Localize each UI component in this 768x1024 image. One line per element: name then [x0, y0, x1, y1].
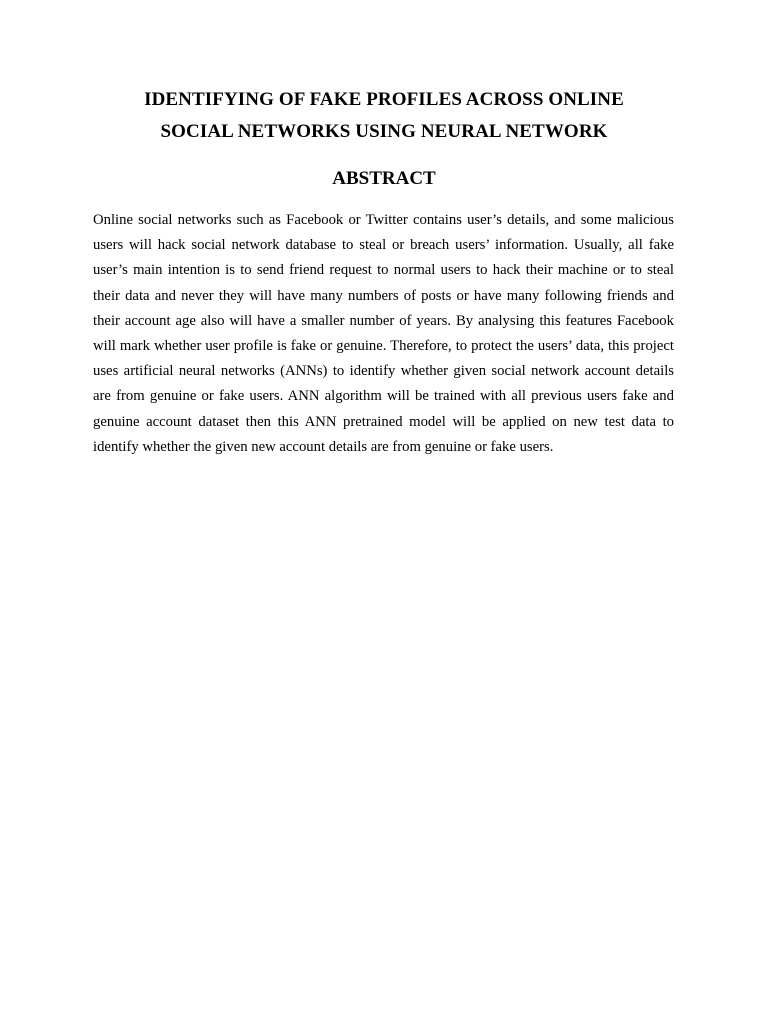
- document-title: [60, 84, 708, 148]
- abstract-heading: ABSTRACT: [332, 168, 436, 189]
- abstract-paragraph: Online social networks such as Facebook or Twitter contains user’s details, and some malicious users will hack social network database to steal or breach users’ information. Usually, all fake user’s main intention is to send friend request to normal users to hack their machine or to steal their data and never they will have many numbers of posts or have many following friends and their account age also will have a smaller number of years. By analysing this features Facebook will mark whether user profile is fake or genuine. Therefore, to protect the users’ data, this project uses artificial neural networks (ANNs) to identify whether given social network account details are from genuine or fake users. ANN algorithm will be trained with all previous users fake and genuine account dataset then this ANN pretrained model will be applied on new test data to identify whether the given new account details are from genuine or fake users.: [93, 212, 674, 455]
- title-line-2: SOCIAL NETWORKS USING NEURAL NETWORK: [160, 121, 608, 142]
- title-line-1: IDENTIFYING OF FAKE PROFILES ACROSS ONLINE: [144, 89, 624, 110]
